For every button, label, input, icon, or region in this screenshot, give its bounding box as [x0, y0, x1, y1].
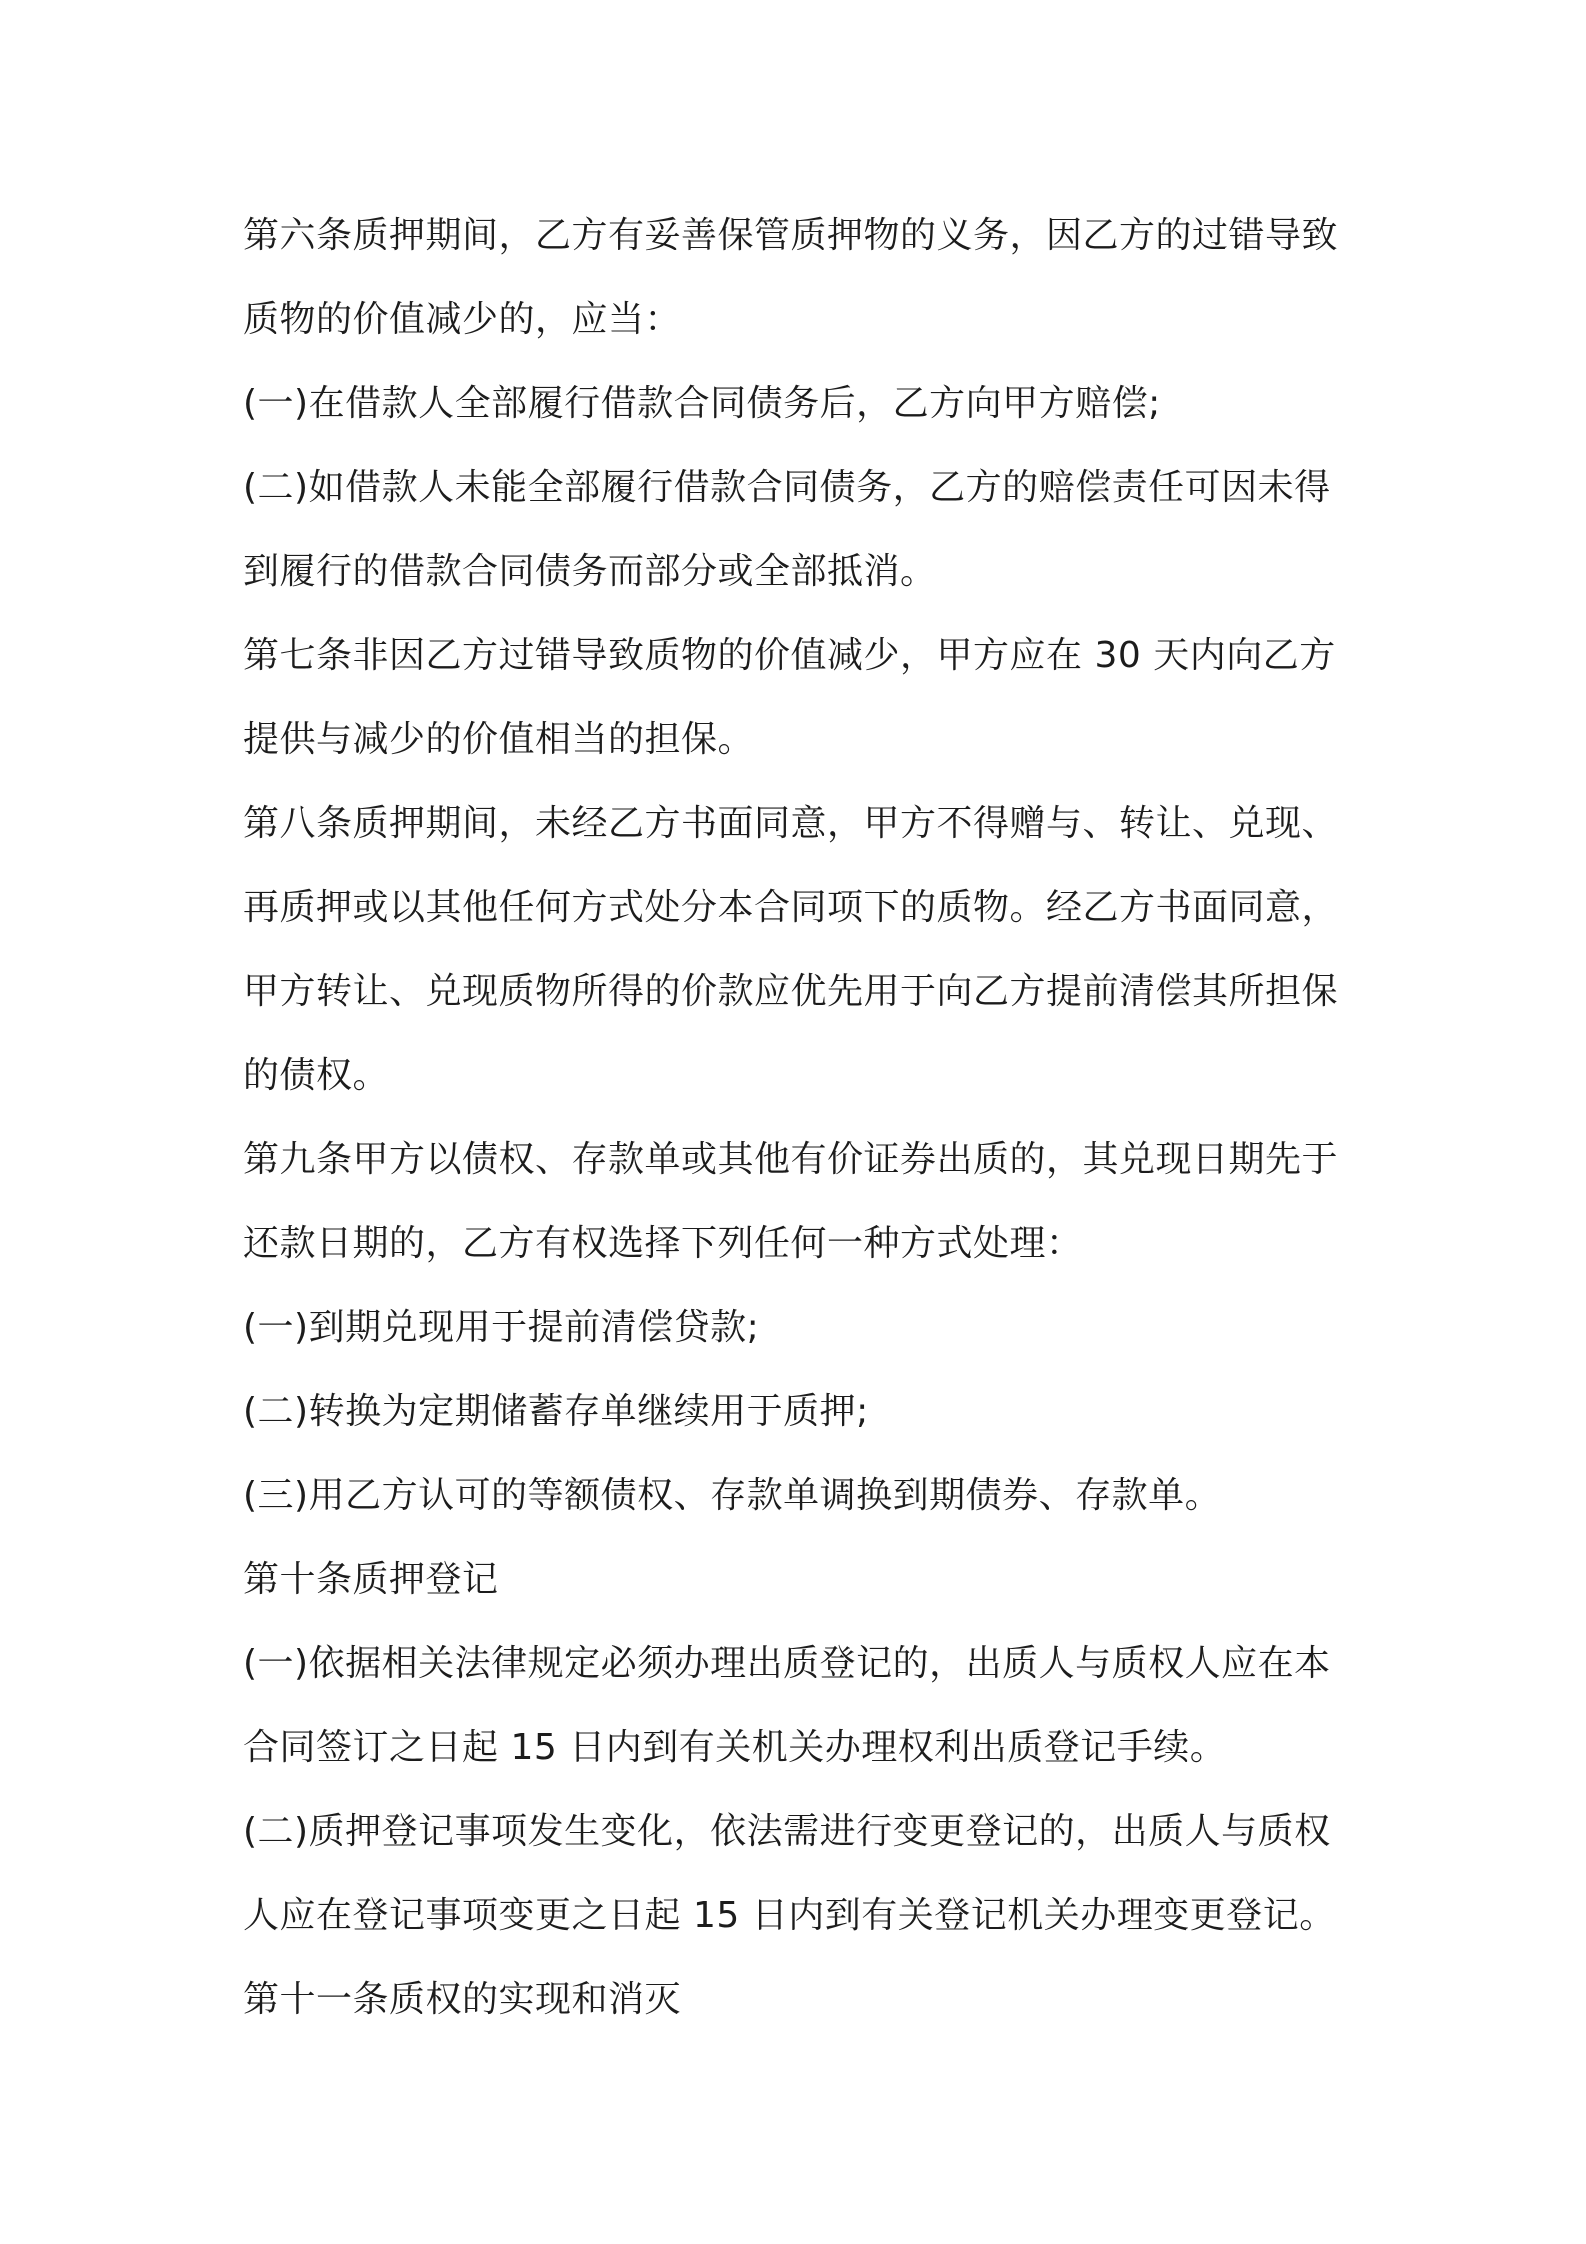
- article-6-item-1: (一)在借款人全部履行借款合同债务后，乙方向甲方赔偿;: [243, 383, 1161, 424]
- article-9-item-3: (三)用乙方认可的等额债权、存款单调换到期债券、存款单。: [243, 1475, 1222, 1516]
- article-11-heading: 第十一条质权的实现和消灭: [243, 1979, 682, 2020]
- article-8-paragraph: 第八条质押期间，未经乙方书面同意，甲方不得赠与、转让、兑现、再质押或以其他任何方式处分本合同项下的质物。经乙方书面同意，甲方转让、兑现质物所得的价款应优先用于向乙方提前清偿其所担保的债权。: [243, 803, 1339, 1096]
- article-6-heading-paragraph: 第六条质押期间，乙方有妥善保管质押物的义务，因乙方的过错导致质物的价值减少的，应当：: [243, 215, 1339, 340]
- article-9-item-2: (二)转换为定期储蓄存单继续用于质押;: [243, 1391, 869, 1432]
- article-10-item-1: (一)依据相关法律规定必须办理出质登记的，出质人与质权人应在本合同签订之日起 15 日内到有关机关办理权利出质登记手续。: [243, 1643, 1331, 1768]
- document-body: [243, 194, 1358, 2042]
- article-10-heading: 第十条质押登记: [243, 1559, 499, 1600]
- article-7-paragraph: 第七条非因乙方过错导致质物的价值减少，甲方应在 30 天内向乙方提供与减少的价值相当的担保。: [243, 635, 1336, 760]
- article-6-item-2: (二)如借款人未能全部履行借款合同债务，乙方的赔偿责任可因未得到履行的借款合同债务而部分或全部抵消。: [243, 467, 1331, 592]
- article-9-heading-paragraph: 第九条甲方以债权、存款单或其他有价证券出质的，其兑现日期先于还款日期的，乙方有权选择下列任何一种方式处理：: [243, 1139, 1339, 1264]
- article-10-item-2: (二)质押登记事项发生变化，依法需进行变更登记的，出质人与质权人应在登记事项变更之日起 15 日内到有关登记机关办理变更登记。: [243, 1811, 1336, 1936]
- article-9-item-1: (一)到期兑现用于提前清偿贷款;: [243, 1307, 760, 1348]
